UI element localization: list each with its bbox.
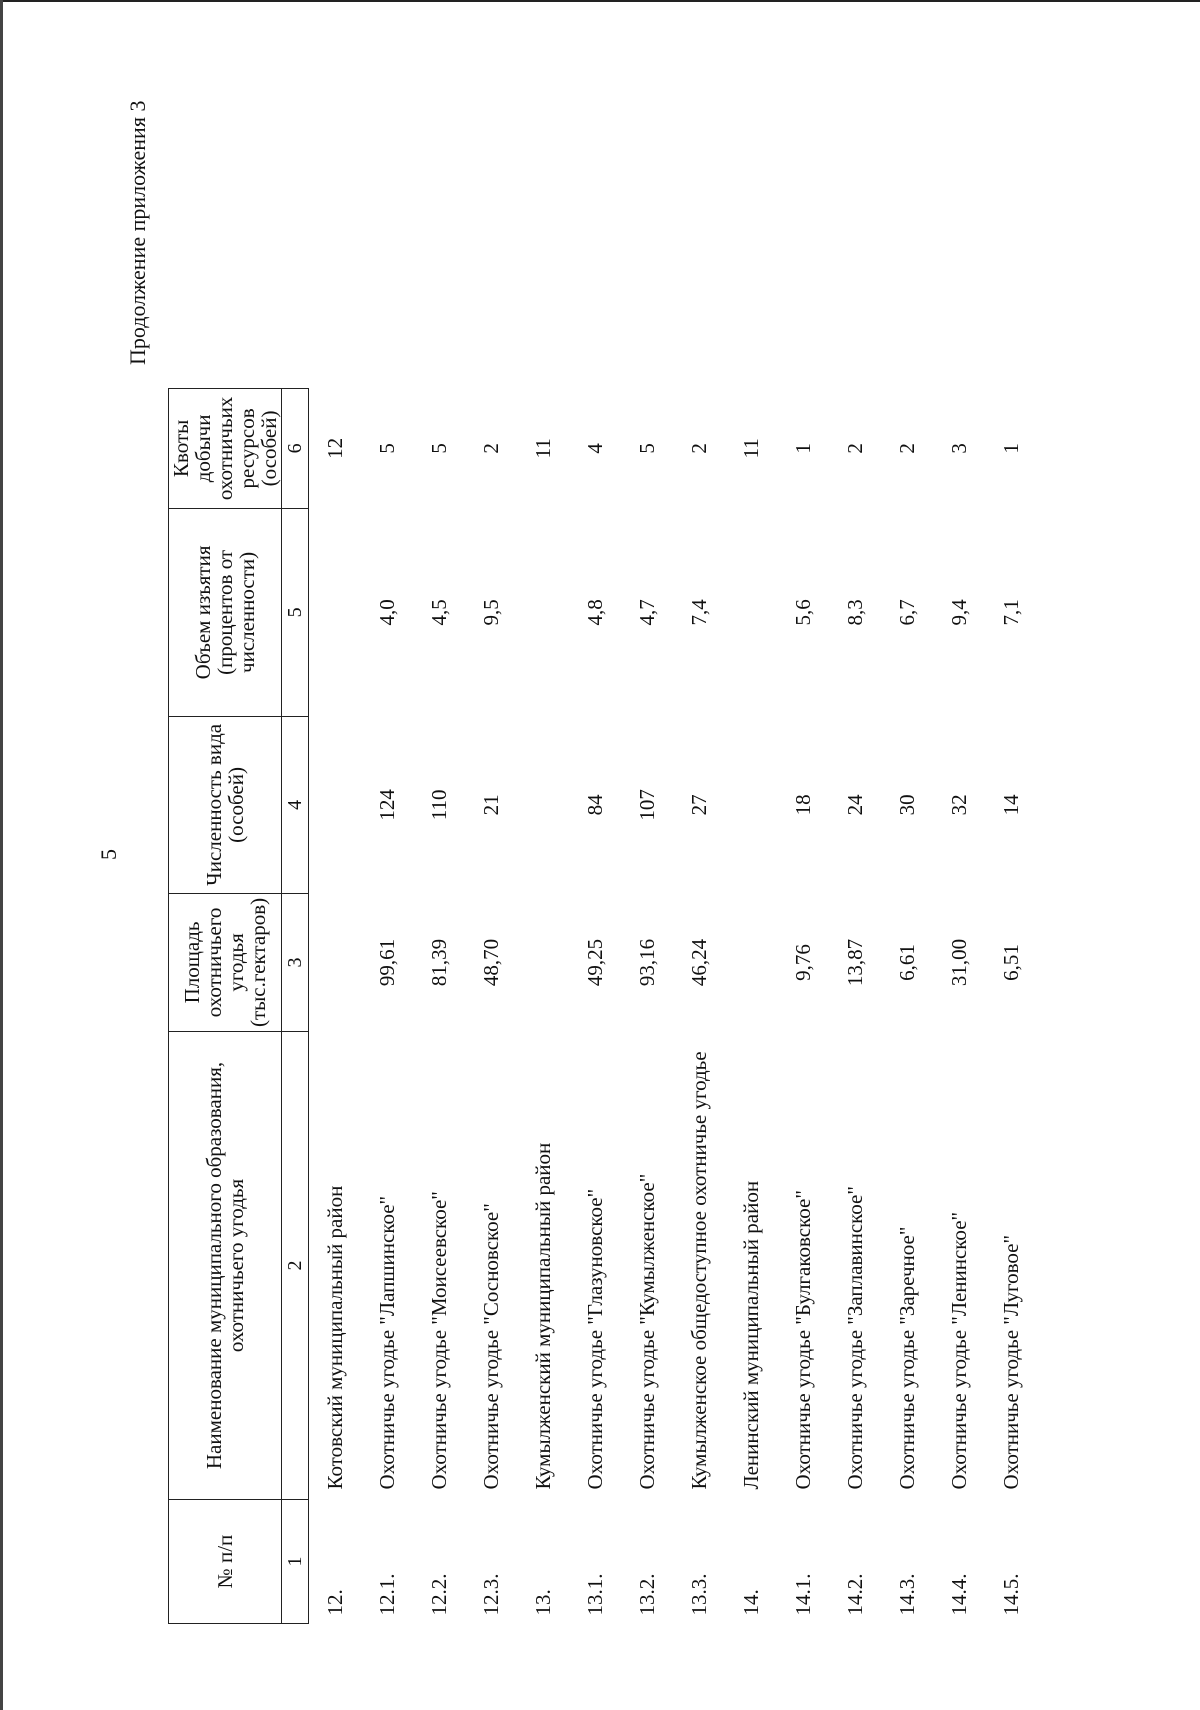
table-row	[777, 388, 829, 1623]
cell-volume: 9,5	[478, 599, 503, 626]
column-number: 3	[282, 893, 309, 1031]
cell-volume: 4,0	[374, 599, 399, 626]
table-row	[881, 388, 933, 1623]
cell-name: Охотничье угодье "Лапшинское"	[374, 1195, 399, 1490]
cell-num: 14.5.	[998, 1573, 1023, 1616]
cell-volume: 5,6	[790, 599, 815, 626]
cell-volume: 4,7	[634, 599, 659, 626]
cell-count: 21	[478, 794, 503, 816]
cell-count: 30	[894, 794, 919, 816]
cell-quota: 5	[634, 443, 659, 454]
cell-name: Охотничье угодье "Сосновское"	[478, 1203, 503, 1490]
cell-num: 13.2.	[634, 1573, 659, 1616]
cell-area: 49,25	[582, 938, 607, 987]
cell-volume	[309, 508, 362, 716]
cell-num: 14.2.	[842, 1573, 867, 1616]
cell-name: Охотничье угодье "Булгаковское"	[790, 1190, 815, 1490]
header-cell: Наименование муниципального образования, охотничьего угодья	[169, 1032, 282, 1500]
cell-area: 31,00	[946, 938, 971, 987]
cell-num: 13.	[530, 1589, 555, 1616]
cell-quota: 4	[582, 443, 607, 454]
cell-quota: 2	[842, 443, 867, 454]
column-number: 1	[282, 1500, 309, 1624]
table-row	[569, 388, 621, 1623]
cell-area	[517, 893, 569, 1031]
cell-name: Охотничье угодье "Моисеевское"	[426, 1191, 451, 1490]
table-row	[465, 388, 517, 1623]
cell-count	[725, 716, 777, 893]
table-row	[829, 388, 881, 1623]
cell-quota: 2	[894, 443, 919, 454]
cell-name: Охотничье угодье "Глазуновское"	[582, 1188, 607, 1490]
cell-area: 48,70	[478, 938, 503, 987]
page-number: 5	[96, 849, 121, 860]
table-row	[309, 388, 362, 1623]
cell-num: 12.3.	[478, 1573, 503, 1616]
cell-volume: 7,4	[686, 599, 711, 626]
cell-area: 9,76	[790, 944, 815, 981]
cell-count: 124	[374, 789, 399, 821]
cell-name: Ленинский муниципальный район	[738, 1180, 763, 1490]
cell-area	[309, 893, 362, 1031]
cell-count: 18	[790, 794, 815, 816]
cell-num: 14.3.	[894, 1573, 919, 1616]
cell-volume: 4,5	[426, 599, 451, 626]
table-row	[985, 388, 1037, 1623]
cell-quota: 2	[686, 443, 711, 454]
cell-volume	[517, 508, 569, 716]
cell-volume: 8,3	[842, 599, 867, 626]
table-row	[933, 388, 985, 1623]
cell-name: Кумылженское общедоступное охотничье угодье	[686, 1051, 711, 1490]
cell-name: Охотничье угодье "Луговое"	[998, 1234, 1023, 1490]
hunting-quota-table	[168, 388, 1037, 1624]
cell-num: 14.1.	[790, 1573, 815, 1616]
cell-num: 12.1.	[374, 1573, 399, 1616]
table-body	[309, 388, 1038, 1623]
cell-name: Охотничье угодье "Ленинское"	[946, 1211, 971, 1490]
header-cell: Квоты добычи охотничьих ресурсов (особей)	[169, 388, 282, 508]
cell-count: 32	[946, 794, 971, 816]
cell-area: 13,87	[842, 938, 867, 987]
cell-num: 14.4.	[946, 1573, 971, 1616]
cell-quota: 1	[998, 443, 1023, 454]
cell-num: 12.	[322, 1589, 347, 1616]
cell-quota: 2	[478, 443, 503, 454]
cell-count	[517, 716, 569, 893]
cell-count	[309, 716, 362, 893]
cell-name: Охотничье угодье "Заречное"	[894, 1226, 919, 1490]
header-cell: Объем изъятия (процентов от численности)	[169, 508, 282, 716]
cell-area: 46,24	[686, 938, 711, 987]
table-row	[517, 388, 569, 1623]
table-row	[361, 388, 413, 1623]
cell-num: 12.2.	[426, 1573, 451, 1616]
cell-area: 99,61	[374, 938, 399, 987]
cell-num: 13.3.	[686, 1573, 711, 1616]
header-cell: Численность вида (особей)	[169, 716, 282, 893]
cell-quota: 11	[738, 438, 763, 459]
continuation-label: Продолжение приложения 3	[125, 100, 150, 365]
cell-count: 110	[426, 789, 451, 821]
cell-area: 6,51	[998, 944, 1023, 981]
cell-num: 13.1.	[582, 1573, 607, 1616]
column-number: 2	[282, 1032, 309, 1500]
header-cell: Площадь охотничьего угодья (тыс.гектаров)	[169, 893, 282, 1031]
cell-quota: 5	[374, 443, 399, 454]
cell-area: 6,61	[894, 944, 919, 981]
cell-count: 14	[998, 794, 1023, 816]
cell-volume: 4,8	[582, 599, 607, 626]
header-row	[169, 388, 282, 1623]
column-number-row	[282, 388, 309, 1623]
table-row	[673, 388, 725, 1623]
cell-count: 107	[634, 789, 659, 821]
cell-quota: 11	[530, 438, 555, 459]
table-row	[725, 388, 777, 1623]
cell-volume: 9,4	[946, 599, 971, 626]
cell-quota: 1	[790, 443, 815, 454]
cell-count: 84	[582, 794, 607, 816]
cell-name: Котовский муниципальный район	[322, 1185, 347, 1490]
cell-volume: 6,7	[894, 599, 919, 626]
cell-name: Охотничье угодье "Кумылженское"	[634, 1173, 659, 1490]
cell-area	[725, 893, 777, 1031]
cell-volume	[725, 508, 777, 716]
column-number: 4	[282, 716, 309, 893]
cell-name: Кумылженский муниципальный район	[530, 1142, 555, 1490]
cell-volume: 7,1	[998, 599, 1023, 626]
cell-name: Охотничье угодье "Заплавинское"	[842, 1186, 867, 1490]
header-cell: № п/п	[169, 1500, 282, 1624]
cell-quota: 5	[426, 443, 451, 454]
cell-quota: 3	[946, 443, 971, 454]
cell-count: 27	[686, 794, 711, 816]
cell-area: 81,39	[426, 938, 451, 987]
cell-quota: 12	[322, 437, 347, 459]
table-row	[413, 388, 465, 1623]
cell-area: 93,16	[634, 938, 659, 987]
column-number: 6	[282, 388, 309, 508]
cell-count: 24	[842, 794, 867, 816]
table-row	[621, 388, 673, 1623]
cell-num: 14.	[738, 1589, 763, 1616]
column-number: 5	[282, 508, 309, 716]
